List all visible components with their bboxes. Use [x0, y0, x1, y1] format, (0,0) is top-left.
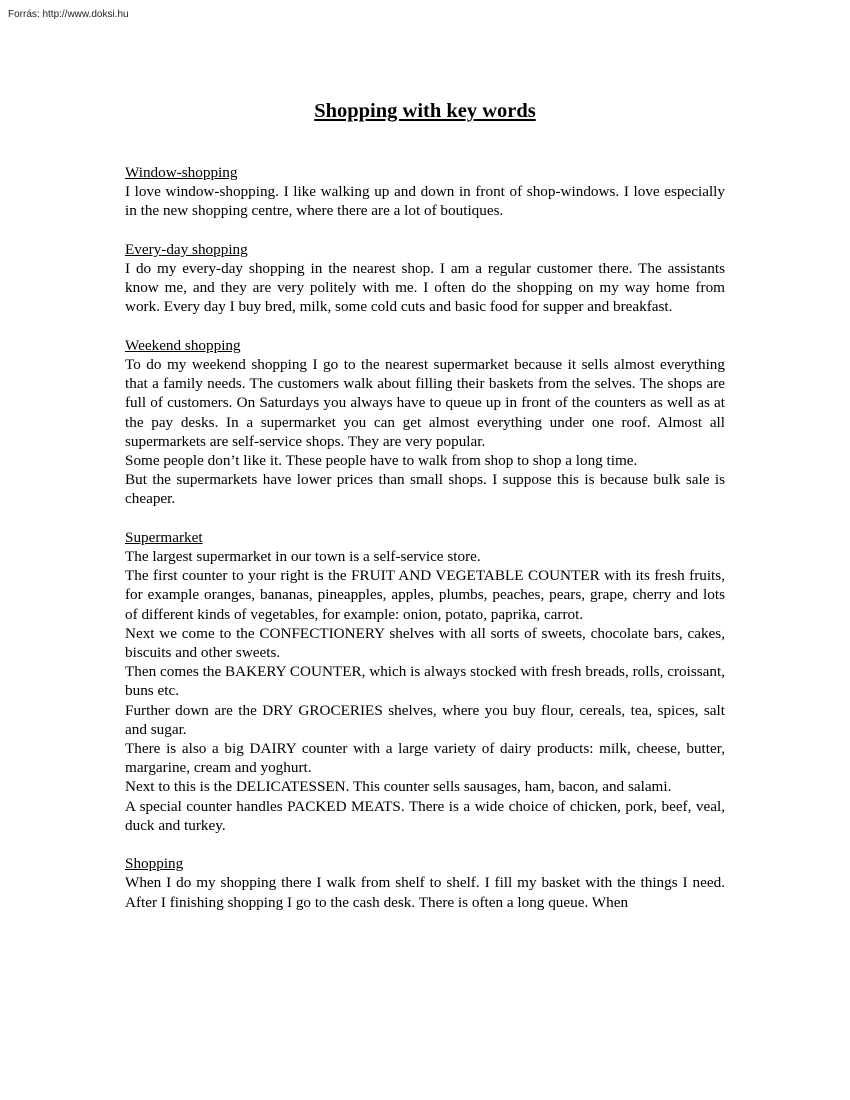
paragraph: When I do my shopping there I walk from shelf to shelf. I fill my basket with the things I need. After I finishing shopping I go to the cash desk. There is often a long queue. When: [125, 874, 725, 911]
paragraph: I love window-shopping. I like walking up and down in front of shop-windows. I love especially in the new shopping centre, where there are a lot of boutiques.: [125, 183, 725, 220]
document-body: [125, 163, 725, 931]
section-shopping: [125, 854, 725, 912]
paragraph: Further down are the DRY GROCERIES shelves, where you buy flour, cereals, tea, spices, salt and sugar.: [125, 701, 725, 738]
page-title: Shopping with key words: [314, 100, 536, 122]
paragraph: Next to this is the DELICATESSEN. This counter sells sausages, ham, bacon, and salami.: [125, 778, 672, 796]
section-window-shopping: [125, 163, 725, 221]
paragraph: Some people don’t like it. These people have to walk from shop to shop a long time.: [125, 452, 638, 470]
source-label: Forrás: http://www.doksi.hu: [8, 9, 129, 20]
paragraph: I do my every-day shopping in the nearest shop. I am a regular customer there. The assistants know me, and they are very politely with me. I often do the shopping on my way home from work. Every day I buy bred, milk, some cold cuts and basic food for supper and breakfast.: [125, 260, 725, 316]
paragraph: A special counter handles PACKED MEATS. There is a wide choice of chicken, pork, beef, veal, duck and turkey.: [125, 797, 725, 834]
section-every-day-shopping: [125, 240, 725, 317]
paragraph: There is also a big DAIRY counter with a large variety of dairy products: milk, cheese, butter, margarine, cream and yoghurt.: [125, 740, 725, 777]
section-supermarket: [125, 528, 725, 835]
section-heading: Shopping: [125, 855, 184, 873]
section-heading: Supermarket: [125, 528, 203, 546]
paragraph: But the supermarkets have lower prices than small shops. I suppose this is because bulk sale is cheaper.: [125, 471, 725, 508]
paragraph: Next we come to the CONFECTIONERY shelves with all sorts of sweets, chocolate bars, cakes, biscuits and other sweets.: [125, 624, 725, 662]
section-heading: Every-day shopping: [125, 240, 248, 258]
paragraph: Then comes the BAKERY COUNTER, which is always stocked with fresh breads, rolls, croissant, buns etc.: [125, 663, 725, 700]
paragraph: The first counter to your right is the FRUIT AND VEGETABLE COUNTER with its fresh fruits, for example oranges, bananas, pineapples, apples, plumbs, peaches, pears, grape, cherry and lots of different kinds of vegetables, for example: onion, potato, paprika, carrot.: [125, 567, 725, 623]
section-heading: Window-shopping: [125, 164, 238, 181]
paragraph: To do my weekend shopping I go to the nearest supermarket because it sells almost everything that a family needs. The customers walk about filling their baskets from the selves. The shops are full of customers. On Saturdays you always have to queue up in front of the counters as well as at the pay desks. In a supermarket you can get almost everything under one roof. Almost all supermarkets are self-service shops. They are very popular.: [125, 356, 725, 450]
section-heading: Weekend shopping: [125, 336, 241, 354]
section-weekend-shopping: [125, 336, 725, 509]
paragraph: The largest supermarket in our town is a self-service store.: [125, 548, 481, 566]
